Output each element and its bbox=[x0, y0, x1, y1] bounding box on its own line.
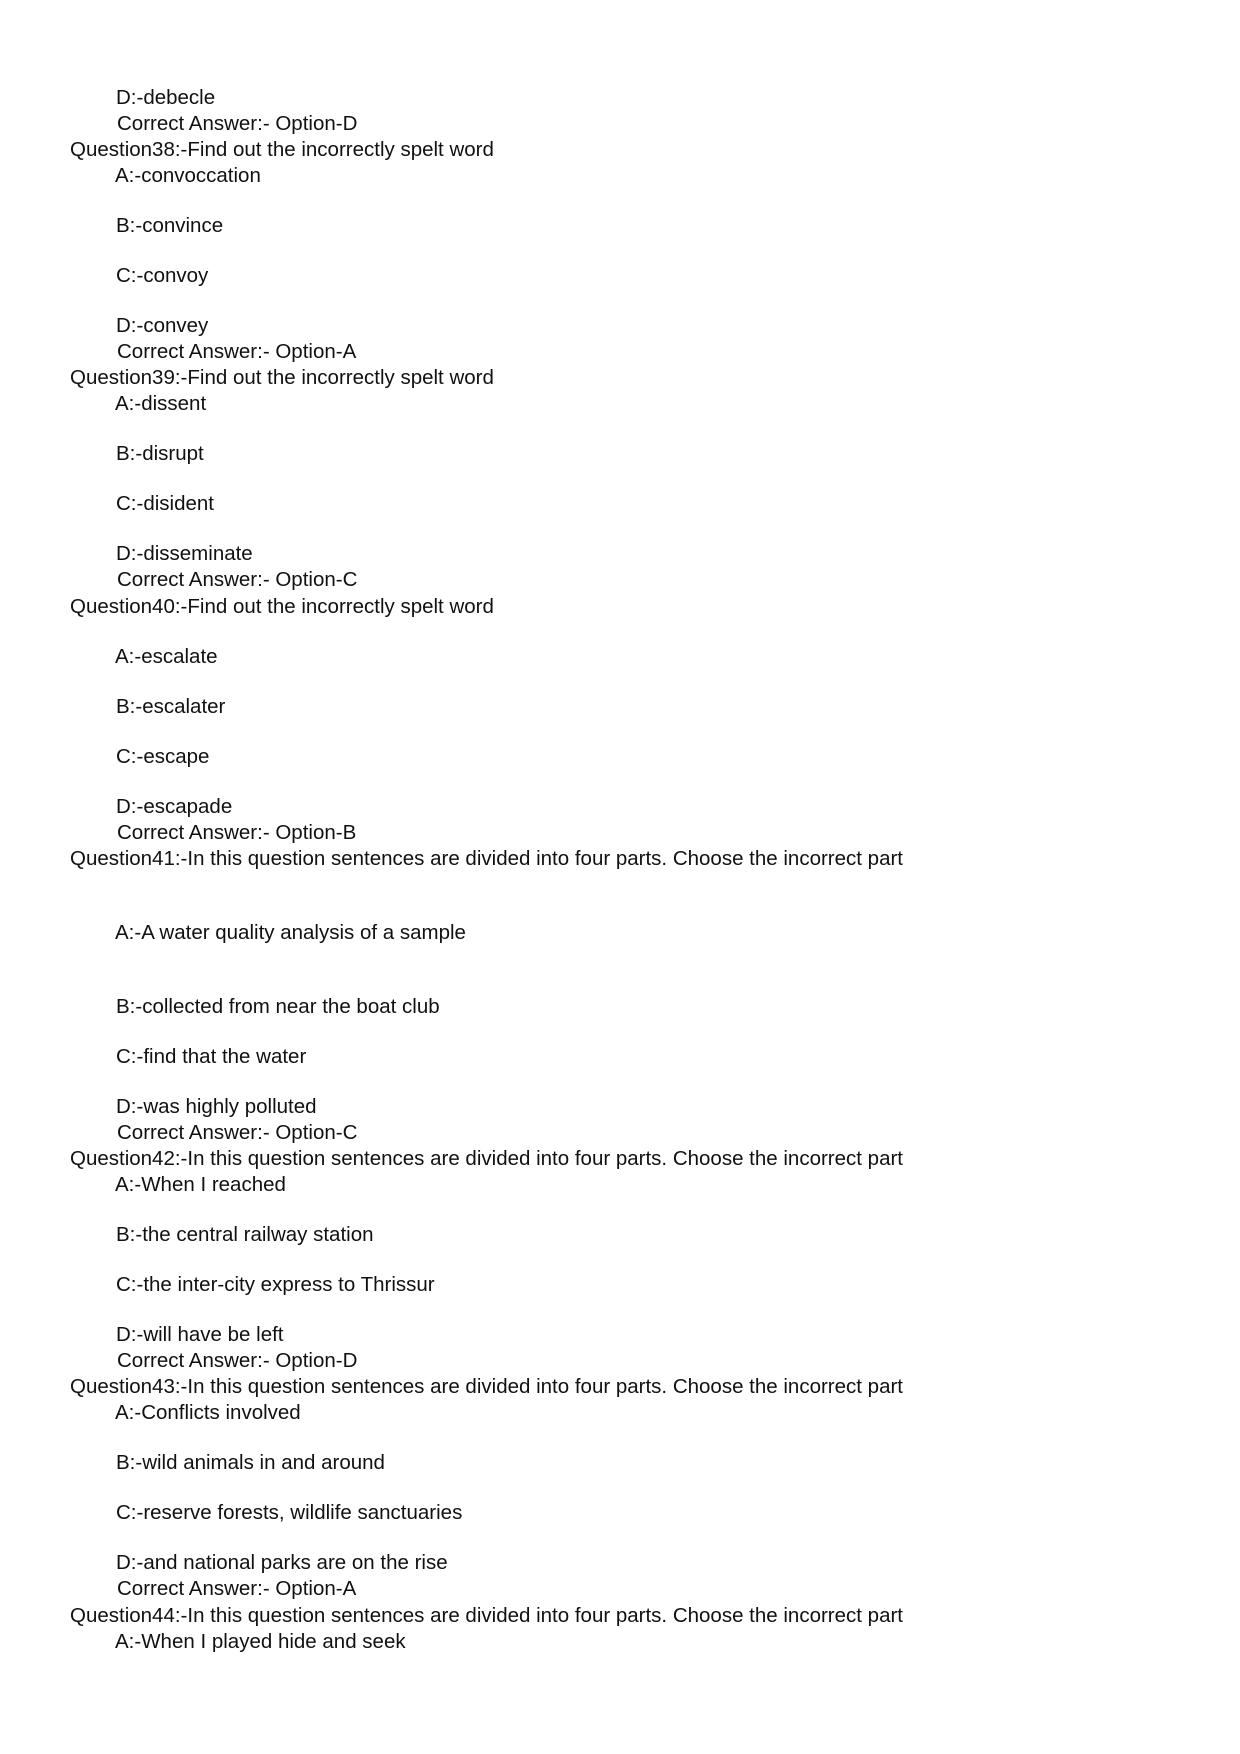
option-b-text: B:-wild animals in and around bbox=[116, 1451, 385, 1474]
option-b-text: B:-escalater bbox=[116, 695, 226, 718]
option-c-text: C:-reserve forests, wildlife sanctuaries bbox=[116, 1501, 463, 1524]
option-a-text: A:-When I reached bbox=[115, 1173, 286, 1196]
option-b-text: B:-collected from near the boat club bbox=[116, 995, 440, 1018]
option-a-text: A:-dissent bbox=[115, 392, 207, 415]
option-c-text: C:-escape bbox=[116, 745, 210, 768]
option-d-text: D:-disseminate bbox=[116, 542, 253, 565]
correct-answer-text: Correct Answer:- Option-B bbox=[117, 821, 357, 844]
correct-answer-text: Correct Answer:- Option-C bbox=[117, 568, 358, 591]
option-d-text: D:-and national parks are on the rise bbox=[116, 1551, 448, 1574]
correct-answer-text: Correct Answer:- Option-A bbox=[117, 1577, 357, 1600]
option-a-text: A:-escalate bbox=[115, 645, 218, 668]
option-c-text: C:-find that the water bbox=[116, 1045, 307, 1068]
question-43-text: Question43:-In this question sentences are divided into four parts. Choose the incorrect part bbox=[70, 1375, 904, 1398]
option-d-text: D:-debecle bbox=[116, 86, 216, 109]
option-d-text: D:-convey bbox=[116, 314, 209, 337]
question-44-text: Question44:-In this question sentences are divided into four parts. Choose the incorrect part bbox=[70, 1604, 904, 1627]
question-38-text: Question38:-Find out the incorrectly spelt word bbox=[70, 138, 494, 161]
correct-answer-text: Correct Answer:- Option-D bbox=[117, 112, 358, 135]
option-a-text: A:-When I played hide and seek bbox=[115, 1630, 406, 1653]
option-d-text: D:-was highly polluted bbox=[116, 1095, 317, 1118]
question-40-text: Question40:-Find out the incorrectly spelt word bbox=[70, 595, 494, 618]
option-c-text: C:-disident bbox=[116, 492, 214, 515]
option-b-text: B:-the central railway station bbox=[116, 1223, 374, 1246]
option-b-text: B:-disrupt bbox=[116, 442, 204, 465]
option-c-text: C:-convoy bbox=[116, 264, 209, 287]
option-a-text: A:-convoccation bbox=[115, 164, 261, 187]
option-c-text: C:-the inter-city express to Thrissur bbox=[116, 1273, 435, 1296]
correct-answer-text: Correct Answer:- Option-D bbox=[117, 1349, 358, 1372]
question-41-text: Question41:-In this question sentences are divided into four parts. Choose the incorrect part bbox=[70, 847, 904, 870]
question-42-text: Question42:-In this question sentences are divided into four parts. Choose the incorrect part bbox=[70, 1147, 904, 1170]
question-39-text: Question39:-Find out the incorrectly spelt word bbox=[70, 366, 494, 389]
option-a-text: A:-Conflicts involved bbox=[115, 1401, 301, 1424]
correct-answer-text: Correct Answer:- Option-A bbox=[117, 340, 357, 363]
option-d-text: D:-will have be left bbox=[116, 1323, 284, 1346]
option-d-text: D:-escapade bbox=[116, 795, 233, 818]
option-a-text: A:-A water quality analysis of a sample bbox=[115, 921, 466, 944]
option-b-text: B:-convince bbox=[116, 214, 224, 237]
correct-answer-text: Correct Answer:- Option-C bbox=[117, 1121, 358, 1144]
